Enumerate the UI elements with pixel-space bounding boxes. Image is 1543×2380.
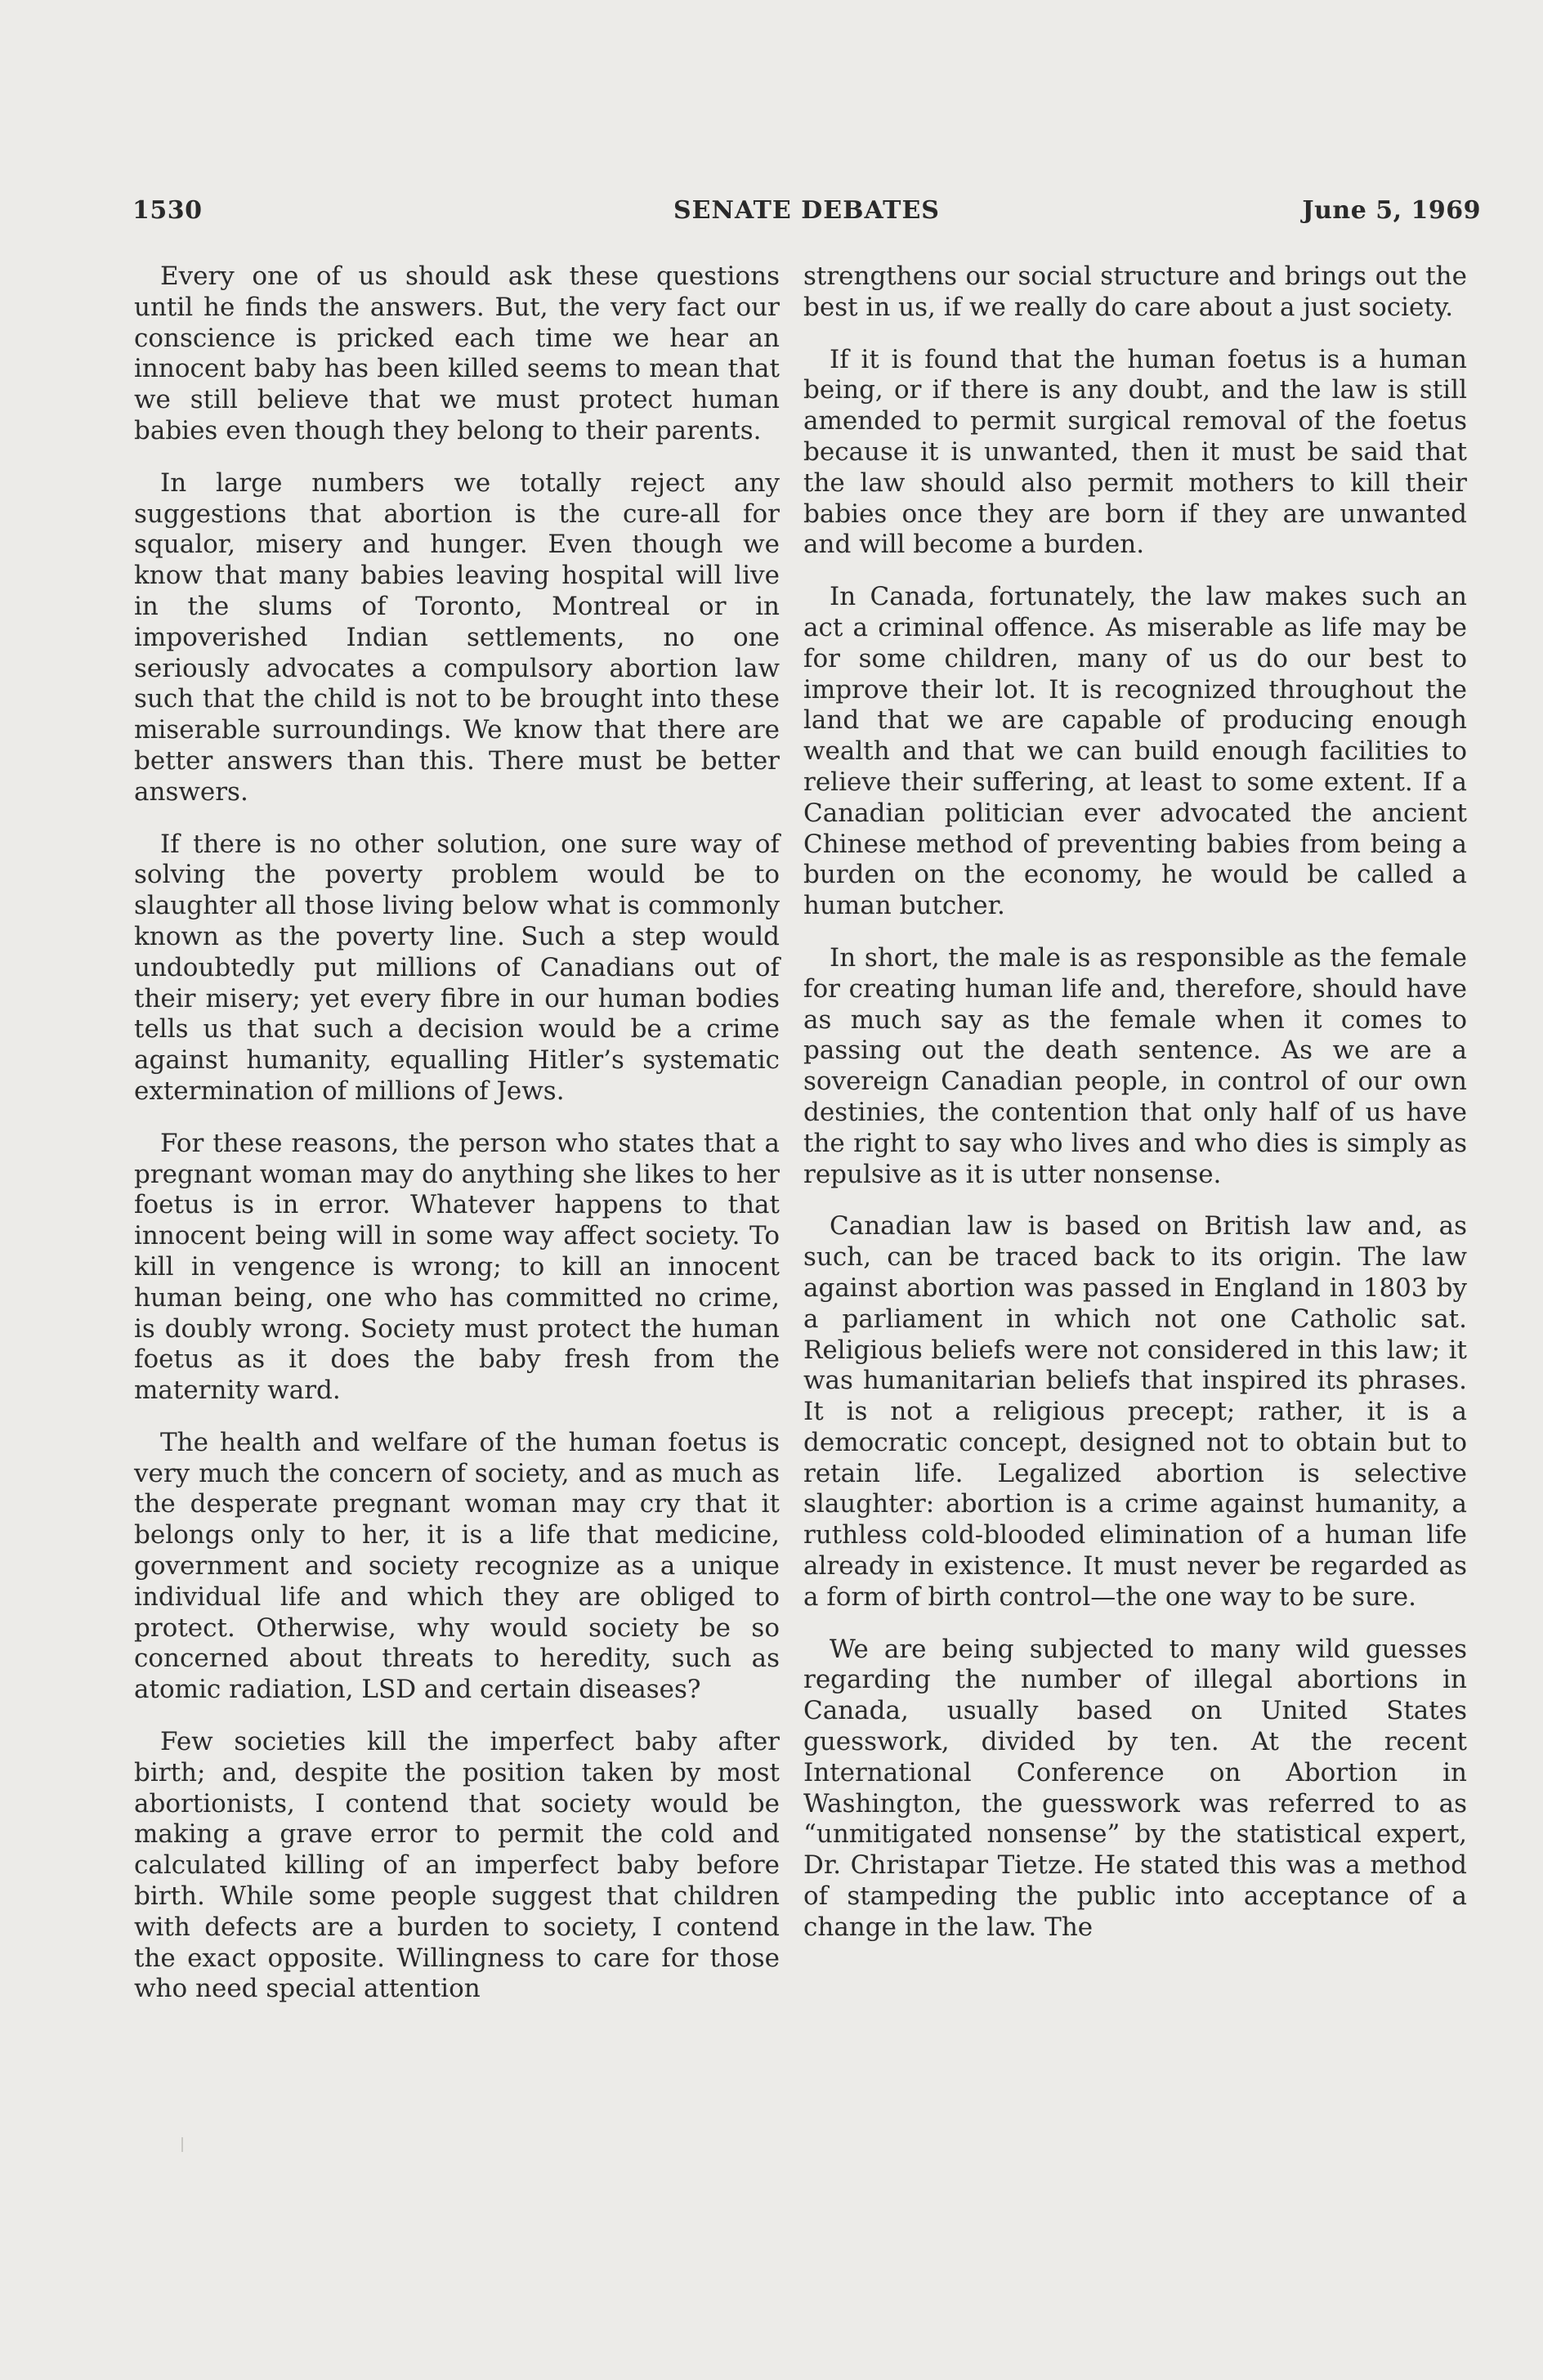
page-date: June 5, 1969 (1302, 196, 1481, 225)
paragraph: The health and welfare of the human foetus is very much the concern of society, and as much as the desperate pregnant woman may cry that it belongs only to her, it is a life that medicine, government and society recognize as a unique individual life and which they are obliged to protect. Otherwise, why would society be so concerned about threats to heredity, such as atomic radiation, LSD and certain diseases? (134, 1427, 780, 1705)
paragraph: For these reasons, the person who states that a pregnant woman may do anything she likes to her foetus is in error. Whatever happens to that innocent being will in some way affect society. To kill in vengence is wrong; to kill an innocent human being, one who has committed no crime, is doubly wrong. Society must protect the human foetus as it does the baby fresh from the maternity ward. (134, 1128, 780, 1406)
left-column (134, 262, 780, 2026)
publication-title: SENATE DEBATES (673, 196, 940, 225)
page-header (132, 196, 1481, 232)
paragraph: In short, the male is as responsible as the female for creating human life and, therefore, should have as much say as the female when it comes to passing out the death sentence. As we are a sovereign Canadian people, in control of our own destinies, the contention that only half of us have the right to say who lives and who dies is simply as repulsive as it is utter nonsense. (803, 942, 1467, 1189)
right-column (803, 262, 1467, 1965)
paragraph: In Canada, fortunately, the law makes such an act a criminal offence. As miserable as life may be for some children, many of us do our best to improve their lot. It is recognized throughout the land that we are capable of producing enough wealth and that we can build enough facilities to relieve their suffering, at least to some extent. If a Canadian politician ever advocated the ancient Chinese method of preventing babies from being a burden on the economy, he would be called a human butcher. (803, 582, 1467, 921)
paragraph: If it is found that the human foetus is a human being, or if there is any doubt, and the law is still amended to permit surgical removal of the foetus because it is unwanted, then it must be said that the law should also permit mothers to kill their babies once they are born if they are unwanted and will become a burden. (803, 344, 1467, 560)
paragraph: We are being subjected to many wild guesses regarding the number of illegal abortions in Canada, usually based on United States guesswork, divided by ten. At the recent International Conference on Abortion in Washington, the guesswork was referred to as “unmitigated nonsense” by the statistical expert, Dr. Christapar Tietze. He stated this was a method of stampeding the public into acceptance of a change in the law. The (803, 1634, 1467, 1942)
paragraph: In large numbers we totally reject any suggestions that abortion is the cure-all for squalor, misery and hunger. Even though we know that many babies leaving hospital will live in the slums of Toronto, Montreal or in impoverished Indian settlements, no one seriously advocates a compulsory abortion law such that the child is not to be brought into these miserable surroundings. We know that there are better answers than this. There must be better answers. (134, 468, 780, 807)
paragraph: If there is no other solution, one sure way of solving the poverty problem would be to slaughter all those living below what is commonly known as the poverty line. Such a step would undoubtedly put millions of Canadians out of their misery; yet every fibre in our human bodies tells us that such a decision would be a crime against humanity, equalling Hitler’s systematic extermination of millions of Jews. (134, 829, 780, 1106)
paragraph: Every one of us should ask these questions until he finds the answers. But, the very fact our conscience is pricked each time we hear an innocent baby has been killed seems to mean that we still believe that we must protect human babies even though they belong to their parents. (134, 262, 780, 445)
pencil-mark (181, 2137, 183, 2152)
paragraph: Few societies kill the imperfect baby after birth; and, despite the position taken by most abortionists, I contend that society would be making a grave error to permit the cold and calculated killing of an imperfect baby before birth. While some people suggest that children with defects are a burden to society, I contend the exact opposite. Willingness to care for those who need special attention (134, 1727, 780, 2004)
paragraph: Canadian law is based on British law and, as such, can be traced back to its origin. The law against abortion was passed in England in 1803 by a parliament in which not one Catholic sat. Religious beliefs were not considered in this law; it was humanitarian beliefs that inspired its phrases. It is not a religious precept; rather, it is a democratic concept, designed not to obtain but to retain life. Legalized abortion is selective slaughter: abortion is a crime against humanity, a ruthless cold-blooded elimination of a human life already in existence. It must never be regarded as a form of birth control—the one way to be sure. (803, 1211, 1467, 1612)
page-number: 1530 (132, 196, 203, 225)
paragraph-continued: strengthens our social structure and brings out the best in us, if we really do care about a just society. (803, 262, 1467, 322)
